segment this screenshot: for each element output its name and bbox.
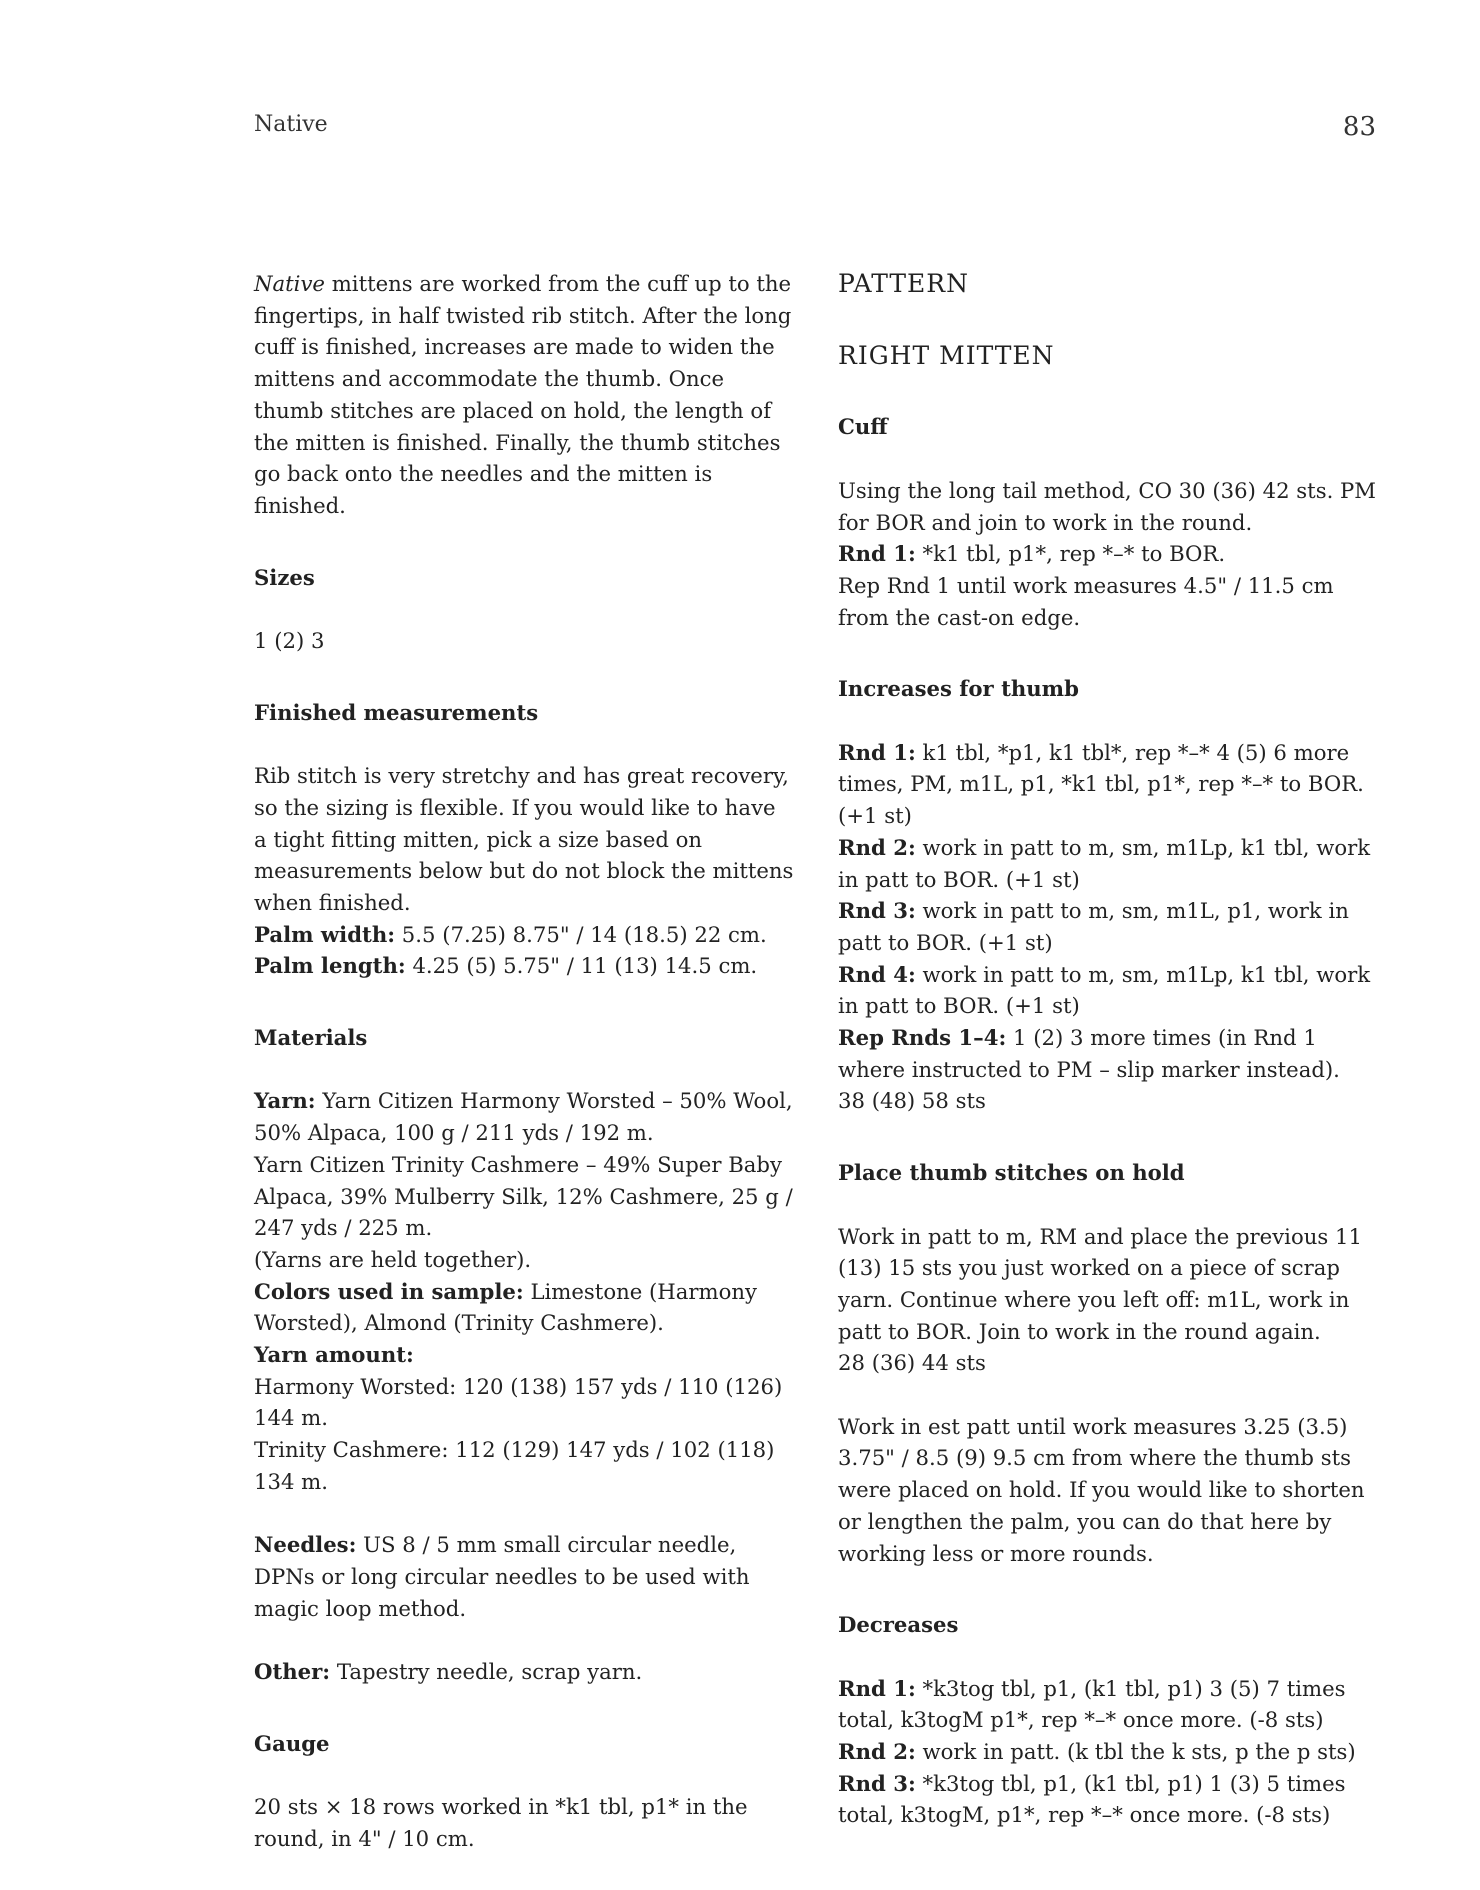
palm-length-value: 4.25 (5) 5.75" / 11 (13) 14.5 cm. <box>405 953 758 979</box>
inc-repeat <box>838 1022 1378 1085</box>
other-label: Other: <box>254 1659 331 1685</box>
est-patt-text: Work in est patt until work measures 3.25 (3.5) 3.75" / 8.5 (9) 9.5 cm from where the thumb sts were placed on hold. If you would like to shorten or lengthen the palm, you can do that here by working less or more rounds. <box>838 1413 1365 1566</box>
intro-title-italic: Native <box>254 271 325 296</box>
dec-rnd3 <box>838 1768 1378 1831</box>
cuff-heading: Cuff <box>838 414 888 440</box>
other-line <box>254 1656 794 1688</box>
inc-rnd3-label: Rnd 3: <box>838 898 916 924</box>
cuff-text: Using the long tail method, CO 30 (36) 42 sts. PM for BOR and join to work in the round. <box>838 477 1376 535</box>
gauge-text: 20 sts × 18 rows worked in *k1 tbl, p1* in the round, in 4" / 10 cm. <box>254 1794 748 1851</box>
intro-text: mittens are worked from the cuff up to the fingertips, in half twisted rib stitch. After the long cuff is finished, increases are made to widen the mittens and accommodate the thumb. Once thumb stitches are placed on hold, the length of the mitten is finished. Finally, the thumb stitches go back onto the needles and the mitten is finished. <box>254 271 792 518</box>
dec-rnd2 <box>838 1736 1378 1768</box>
yarn-value: Yarn Citizen Harmony Worsted – 50% Wool, 50% Alpaca, 100 g / 211 yds / 192 m. <box>254 1088 793 1146</box>
cuff-rnd1 <box>838 538 1378 570</box>
inc-rnd3-value: work in patt to m, sm, m1L, p1, work in patt to BOR. (+1 st) <box>838 898 1349 955</box>
palm-width-label: Palm width: <box>254 921 396 947</box>
cuff-repeat: Rep Rnd 1 until work measures 4.5" / 11.5 cm from the cast-on edge. <box>838 572 1334 630</box>
yarn-amount-trinity: Trinity Cashmere: 112 (129) 147 yds / 102 (118) 134 m. <box>254 1437 775 1494</box>
decreases-heading: Decreases <box>838 1612 959 1638</box>
left-column <box>254 268 794 1855</box>
finished-measurements-text: Rib stitch is very stretchy and has great recovery, so the sizing is flexible. If you would like to have a tight fitting mitten, pick a size based on measurements below but do not block the mittens when finished. <box>254 763 794 915</box>
right-mitten-heading: RIGHT MITTEN <box>838 340 1055 370</box>
yarn-amount-harmony: Harmony Worsted: 120 (138) 157 yds / 110 (126) 144 m. <box>254 1373 783 1431</box>
right-column <box>838 268 1378 1831</box>
yarn-held-note: (Yarns are held together). <box>254 1246 532 1272</box>
dec-rnd1-value: *k3tog tbl, p1, (k1 tbl, p1) 3 (5) 7 times total, k3togM p1*, rep *–* once more. (-8 sts) <box>838 1675 1346 1733</box>
yarn-label: Yarn: <box>254 1088 316 1114</box>
inc-repeat-label: Rep Rnds 1–4: <box>838 1025 1007 1051</box>
inc-rnd4-value: work in patt to m, sm, m1Lp, k1 tbl, work in patt to BOR. (+1 st) <box>838 961 1371 1019</box>
hold-heading: Place thumb stitches on hold <box>838 1160 1185 1186</box>
needles-line <box>254 1529 794 1624</box>
intro-paragraph <box>254 268 794 522</box>
page-number: 83 <box>1342 112 1376 142</box>
inc-rnd2 <box>838 832 1378 895</box>
inc-rnd1-value: k1 tbl, *p1, k1 tbl*, rep *–* 4 (5) 6 more times, PM, m1L, p1, *k1 tbl, p1*, rep *–* to BOR. (+1 st) <box>838 739 1364 829</box>
colors-value: Limestone (Harmony Worsted), Almond (Trinity Cashmere). <box>254 1278 757 1336</box>
needles-label: Needles: <box>254 1532 357 1558</box>
other-value: Tapestry needle, scrap yarn. <box>330 1659 643 1685</box>
inc-rnd4-label: Rnd 4: <box>838 961 916 987</box>
materials-heading: Materials <box>254 1025 368 1051</box>
inc-stitch-count: 38 (48) 58 sts <box>838 1088 986 1114</box>
inc-rnd4 <box>838 959 1378 1022</box>
finished-measurements-heading: Finished measurements <box>254 699 539 725</box>
dec-rnd2-label: Rnd 2: <box>838 1739 916 1765</box>
hold-text: Work in patt to m, RM and place the previous 11 (13) 15 sts you just worked on a piece of scrap yarn. Continue where you left off: m1L, work in patt to BOR. Join to work in the round again. <box>838 1223 1362 1344</box>
palm-length-line <box>254 950 794 982</box>
needles-value: US 8 / 5 mm small circular needle, DPNs or long circular needles to be used with magic loop method. <box>254 1532 750 1621</box>
inc-repeat-value: 1 (2) 3 more times (in Rnd 1 where instructed to PM – slip marker instead). <box>838 1025 1340 1082</box>
sizes-value: 1 (2) 3 <box>254 628 325 654</box>
yarn-line <box>254 1085 794 1148</box>
cuff-rnd1-value: *k1 tbl, p1*, rep *–* to BOR. <box>915 541 1226 567</box>
colors-line <box>254 1276 794 1339</box>
inc-rnd1 <box>838 737 1378 832</box>
cuff-rnd1-label: Rnd 1: <box>838 541 916 567</box>
inc-rnd3 <box>838 895 1378 958</box>
gauge-heading: Gauge <box>254 1730 330 1756</box>
running-title: Native <box>254 112 328 137</box>
palm-width-line <box>254 919 794 951</box>
dec-rnd1-label: Rnd 1: <box>838 1675 916 1701</box>
yarn-amount-label: Yarn amount: <box>254 1342 414 1368</box>
hold-stitch-count: 28 (36) 44 sts <box>838 1350 986 1376</box>
dec-rnd1 <box>838 1673 1378 1736</box>
sizes-heading: Sizes <box>254 564 315 590</box>
palm-length-label: Palm length: <box>254 953 406 979</box>
dec-rnd3-value: *k3tog tbl, p1, (k1 tbl, p1) 1 (3) 5 times total, k3togM, p1*, rep *–* once more. (-8 sts) <box>838 1770 1346 1828</box>
dec-rnd2-value: work in patt. (k tbl the k sts, p the p sts) <box>915 1739 1356 1765</box>
inc-rnd2-value: work in patt to m, sm, m1Lp, k1 tbl, work in patt to BOR. (+1 st) <box>838 834 1371 892</box>
dec-rnd3-label: Rnd 3: <box>838 1770 916 1796</box>
palm-width-value: 5.5 (7.25) 8.75" / 14 (18.5) 22 cm. <box>395 921 767 947</box>
increases-heading: Increases for thumb <box>838 676 1079 702</box>
yarn-second: Yarn Citizen Trinity Cashmere – 49% Super Baby Alpaca, 39% Mulberry Silk, 12% Cashmere, 25 g / 247 yds / 225 m. <box>254 1151 793 1241</box>
inc-rnd1-label: Rnd 1: <box>838 739 916 765</box>
inc-rnd2-label: Rnd 2: <box>838 834 916 860</box>
colors-label: Colors used in sample: <box>254 1278 524 1304</box>
pattern-heading: PATTERN <box>838 269 969 298</box>
